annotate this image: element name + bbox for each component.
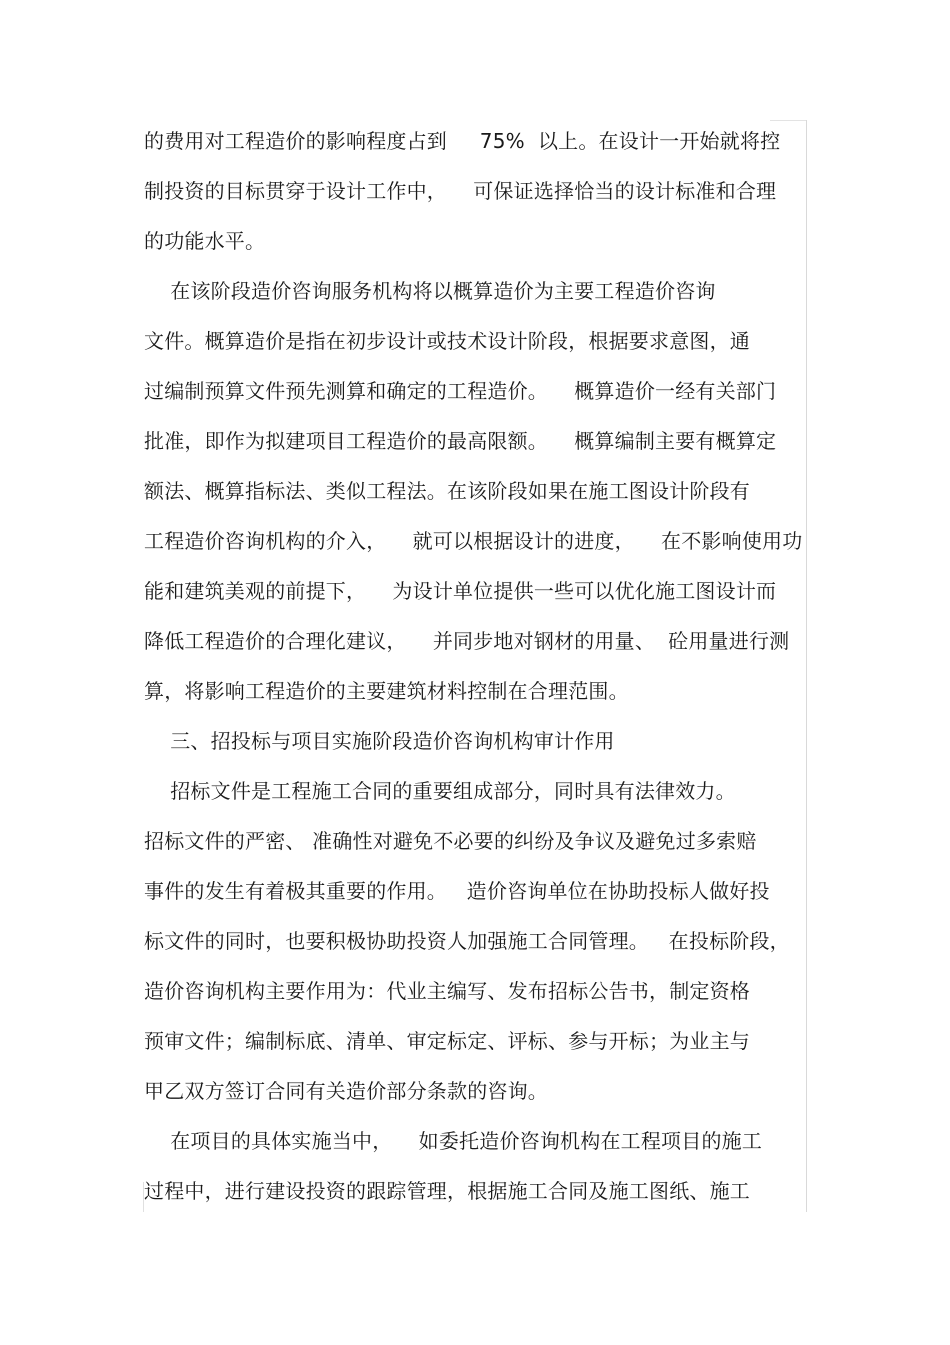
- text-line: 事件的发生有着极其重要的作用。 造价咨询单位在协助投标人做好投: [144, 879, 770, 903]
- text-line: 能和建筑美观的前提下， 为设计单位提供一些可以优化施工图设计而: [144, 579, 777, 603]
- text-line: 标文件的同时，也要积极协助投资人加强施工合同管理。 在投标阶段，: [144, 929, 790, 953]
- text-line: 降低工程造价的合理化建议， 并同步地对钢材的用量、 砼用量进行测: [144, 629, 790, 653]
- text-line: 文件。概算造价是指在初步设计或技术设计阶段，根据要求意图，通: [144, 329, 750, 353]
- text-line: 过编制预算文件预先测算和确定的工程造价。 概算造价一经有关部门: [144, 379, 777, 403]
- text-line: 批准，即作为拟建项目工程造价的最高限额。 概算编制主要有概算定: [144, 429, 777, 453]
- text-line: 预审文件；编制标底、清单、审定标定、评标、参与开标；为业主与: [144, 1029, 750, 1053]
- text-line: 的功能水平。: [144, 229, 266, 253]
- text-line: 的费用对工程造价的影响程度占到 75% 以上。在设计一开始就将控: [144, 129, 781, 153]
- text-line: 制投资的目标贯穿于设计工作中， 可保证选择恰当的设计标准和合理: [144, 179, 777, 203]
- document-body: [144, 116, 804, 1216]
- text-line: 在项目的具体实施当中， 如委托造价咨询机构在工程项目的施工: [144, 1129, 763, 1153]
- section-heading: 三、招投标与项目实施阶段造价咨询机构审计作用: [144, 729, 615, 753]
- text-line: 在该阶段造价咨询服务机构将以概算造价为主要工程造价咨询: [144, 279, 716, 303]
- text-line: 工程造价咨询机构的介入， 就可以根据设计的进度， 在不影响使用功: [144, 529, 803, 553]
- text-line: 招标文件的严密、 准确性对避免不必要的纠纷及争议及避免过多索赔: [144, 829, 757, 853]
- text-line: 算，将影响工程造价的主要建筑材料控制在合理范围。: [144, 679, 629, 703]
- page-frame-right-edge: [806, 120, 807, 1212]
- text-line: 过程中，进行建设投资的跟踪管理，根据施工合同及施工图纸、施工: [144, 1179, 750, 1203]
- text-line: 造价咨询机构主要作用为：代业主编写、发布招标公告书，制定资格: [144, 979, 750, 1003]
- text-line: 甲乙双方签订合同有关造价部分条款的咨询。: [144, 1079, 548, 1103]
- text-line: 额法、概算指标法、类似工程法。在该阶段如果在施工图设计阶段有: [144, 479, 750, 503]
- text-line: 招标文件是工程施工合同的重要组成部分，同时具有法律效力。: [144, 779, 736, 803]
